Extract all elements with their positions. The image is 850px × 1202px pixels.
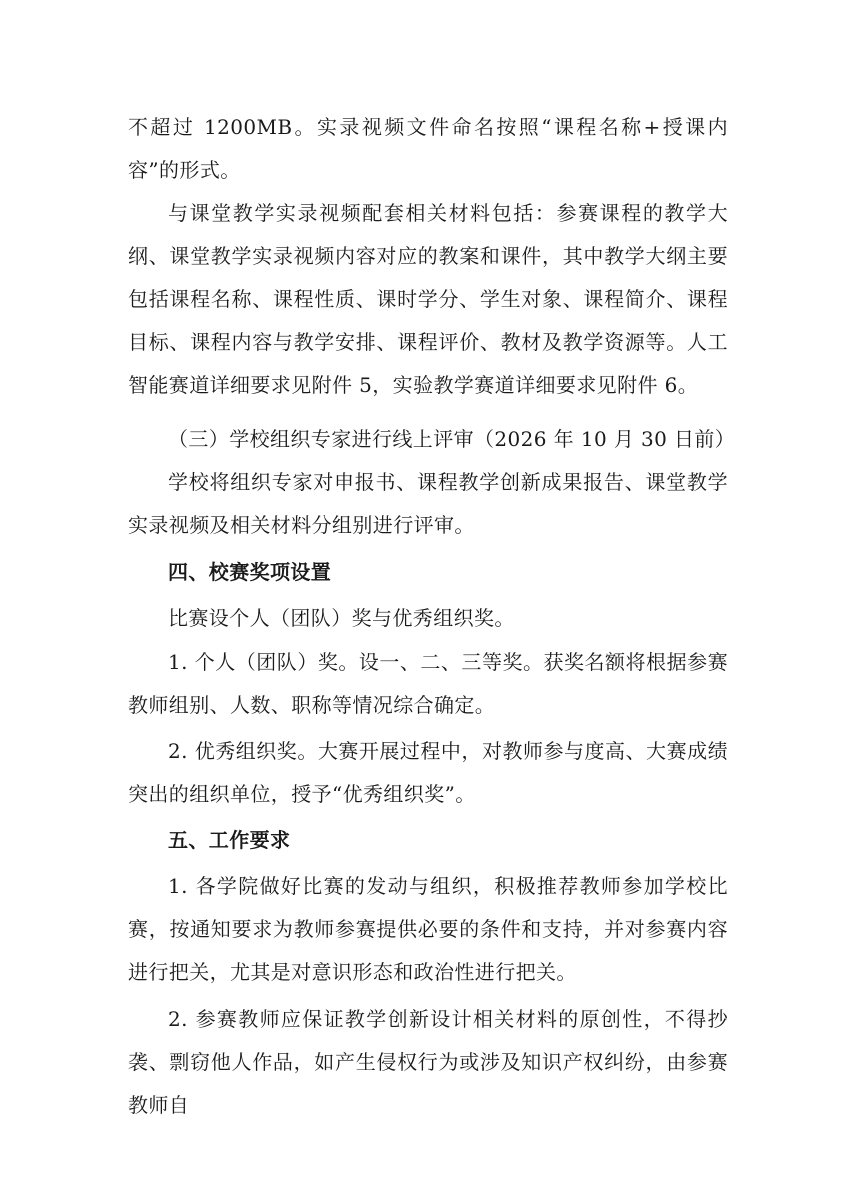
paragraph-review-process: 学校将组织专家对申报书、课程教学创新成果报告、课堂教学实录视频及相关材料分组别进行评审。 bbox=[128, 470, 728, 537]
heading-work-requirements: 五、工作要求 bbox=[168, 828, 291, 852]
heading-online-review: （三）学校组织专家进行线上评审（2026 年 10 月 30 日前） bbox=[168, 427, 736, 451]
paragraph-award-types: 比赛设个人（团队）奖与优秀组织奖。 bbox=[168, 606, 515, 630]
paragraph-video-size: 不超过 1200MB。实录视频文件命名按照“课程名称+授课内容”的形式。 bbox=[128, 115, 728, 182]
heading-awards: 四、校赛奖项设置 bbox=[168, 560, 332, 584]
paragraph-individual-award: 1. 个人（团队）奖。设一、二、三等奖。获奖名额将根据参赛教师组别、人数、职称等情况综合确定。 bbox=[128, 650, 728, 717]
paragraph-organization-award: 2. 优秀组织奖。大赛开展过程中，对教师参与度高、大赛成绩突出的组织单位，授予“优秀组织奖”。 bbox=[128, 739, 728, 806]
paragraph-originality: 2. 参赛教师应保证教学创新设计相关材料的原创性，不得抄袭、剽窃他人作品，如产生侵权行为或涉及知识产权纠纷，由参赛教师自 bbox=[128, 1007, 728, 1117]
paragraph-supporting-materials: 与课堂教学实录视频配套相关材料包括：参赛课程的教学大纲、课堂教学实录视频内容对应的教案和课件，其中教学大纲主要包括课程名称、课程性质、课时学分、学生对象、课程简介、课程目标、课程内容与教学安排、课程评价、教材及教学资源等。人工智能赛道详细要求见附件 5，实验教学赛道详细要求见附件 6。 bbox=[128, 201, 728, 397]
paragraph-college-duties: 1. 各学院做好比赛的发动与组织，积极推荐教师参加学校比赛，按通知要求为教师参赛提供必要的条件和支持，并对参赛内容进行把关，尤其是对意识形态和政治性进行把关。 bbox=[128, 874, 728, 984]
